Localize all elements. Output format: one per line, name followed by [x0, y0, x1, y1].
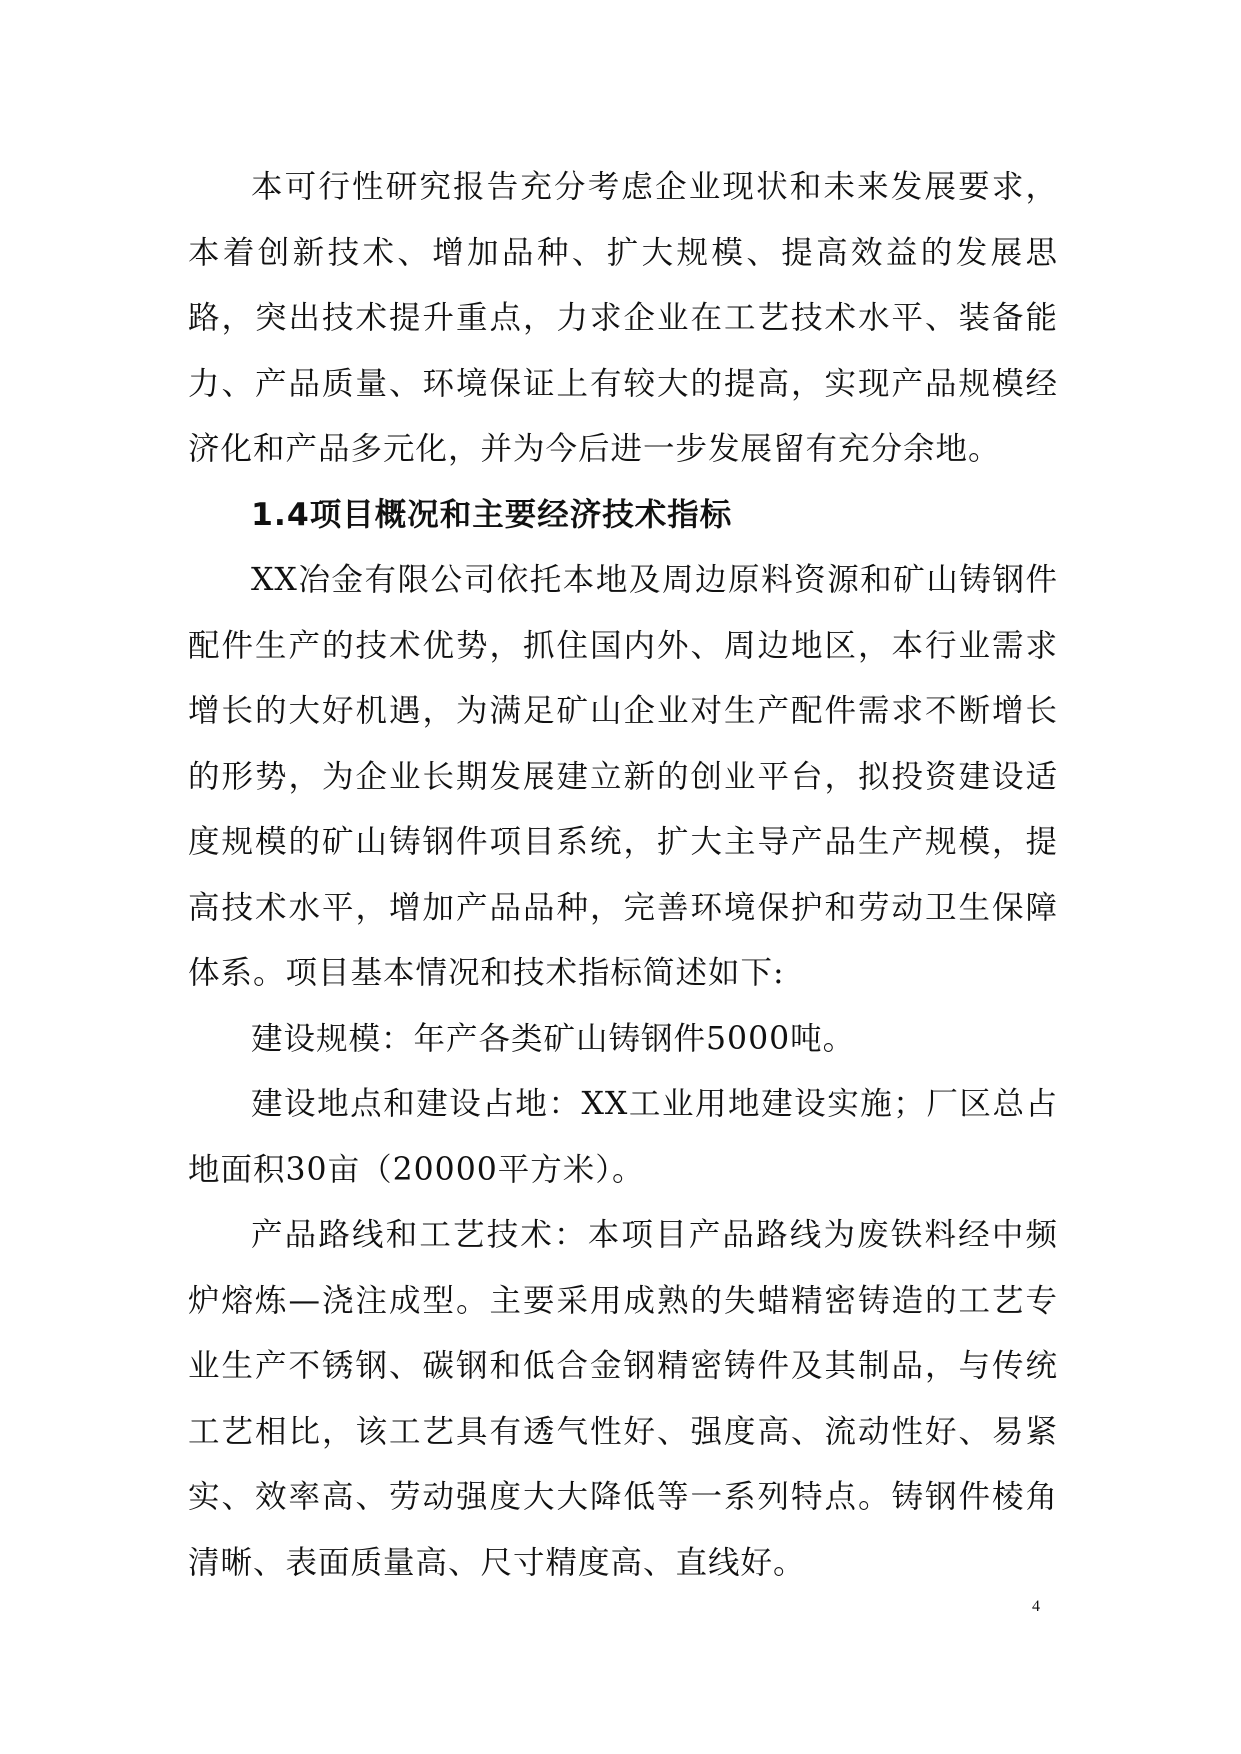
paragraph-intro: 本可行性研究报告充分考虑企业现状和未来发展要求，本着创新技术、增加品种、扩大规模、提高效益的发展思路，突出技术提升重点，力求企业在工艺技术水平、装备能力、产品质量、环境保证上有较大的提高，实现产品规模经济化和产品多元化，并为今后进一步发展留有充分余地。: [188, 169, 1058, 467]
page-number: 4: [1032, 1598, 1040, 1615]
paragraph-construction-site: 建设地点和建设占地：XX工业用地建设实施；厂区总占地面积30亩（20000平方米）。: [188, 1086, 1058, 1188]
paragraph-process-technology: 产品路线和工艺技术：本项目产品路线为废铁料经中频炉熔炼—浇注成型。主要采用成熟的失蜡精密铸造的工艺专业生产不锈钢、碳钢和低合金钢精密铸件及其制品，与传统工艺相比，该工艺具有透气性好、强度高、流动性好、易紧实、效率高、劳动强度大大降低等一系列特点。铸钢件棱角清晰、表面质量高、尺寸精度高、直线好。: [188, 1217, 1058, 1581]
section-heading: 1.4项目概况和主要经济技术指标: [251, 496, 733, 533]
paragraph-project-overview: XX冶金有限公司依托本地及周边原料资源和矿山铸钢件配件生产的技术优势，抓住国内外、周边地区，本行业需求增长的大好机遇，为满足矿山企业对生产配件需求不断增长的形势，为企业长期发展建立新的创业平台，拟投资建设适度规模的矿山铸钢件项目系统，扩大主导产品生产规模，提高技术水平，增加产品品种，完善环境保护和劳动卫生保障体系。项目基本情况和技术指标简述如下:: [188, 562, 1058, 991]
document-body: [188, 155, 1058, 1596]
paragraph-construction-scale: 建设规模：年产各类矿山铸钢件5000吨。: [251, 1020, 856, 1057]
